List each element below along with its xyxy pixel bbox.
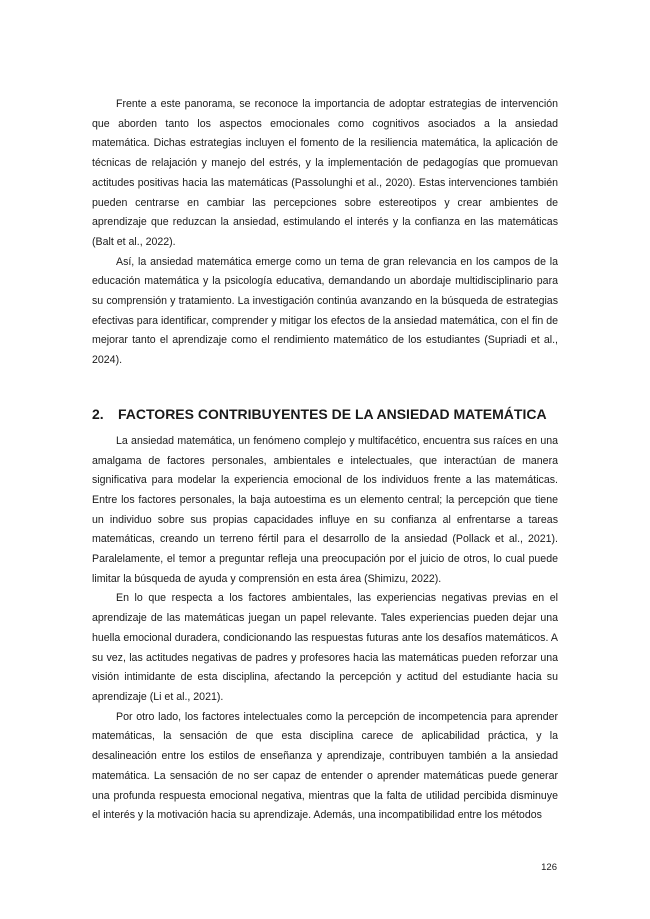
page-number: 126 (541, 862, 557, 873)
paragraph-relevance: Así, la ansiedad matemática emerge como un tema de gran relevancia en los campos de la educación matemática y la psicología educativa, demandando un abordaje multidisciplinario para su comprensión y tratamiento. La investigación continúa avanzando en la búsqueda de estrategias efectivas para identificar, comprender y mitigar los efectos de la ansiedad matemática, con el fin de mejorar tanto el aprendizaje como el rendimiento matemático de los estudiantes (Supriadi et al., 2024). (92, 255, 558, 367)
paragraph-personal-factors: La ansiedad matemática, un fenómeno complejo y multifacético, encuentra sus raíces en una amalgama de factores personales, ambientales e intelectuales, que interactúan de manera significativa para modelar la experiencia emocional de los individuos frente a las matemáticas. Entre los factores personales, la baja autoestima es un elemento central; la percepción que tiene un individuo sobre sus propias capacidades influye en su confianza al enfrentarse a tareas matemáticas, creando un terreno fértil para el desarrollo de la ansiedad (Pollack et al., 2021). Paralelamente, el temor a preguntar refleja una preocupación por el juicio de otros, lo cual puede limitar la búsqueda de ayuda y comprensión en esta área (Shimizu, 2022). (92, 434, 558, 585)
paragraph-intellectual-factors: Por otro lado, los factores intelectuales como la percepción de incompetencia para aprender matemáticas, la sensación de que esta disciplina carece de aplicabilidad práctica, y la desalineación entre los estilos de enseñanza y aprendizaje, contribuyen también a la ansiedad matemática. La sensación de no ser capaz de entender o aprender matemáticas puede generar una profunda respuesta emocional negativa, mientras que la falta de utilidad percibida disminuye el interés y la motivación hacia su aprendizaje. Además, una incompatibilidad entre los métodos (92, 710, 558, 822)
section-heading (92, 404, 558, 424)
section-title: FACTORES CONTRIBUYENTES DE LA ANSIEDAD MATEMÁTICA (118, 405, 547, 422)
paragraph-intervention-strategies: Frente a este panorama, se reconoce la importancia de adoptar estrategias de intervención que aborden tanto los aspectos emocionales como cognitivos asociados a la ansiedad matemática. Dichas estrategias incluyen el fomento de la resiliencia matemática, la aplicación de técnicas de relajación y manejo del estrés, y la implementación de pedagogías que promuevan actitudes positivas hacia las matemáticas (Passolunghi et al., 2020). Estas intervenciones también pueden centrarse en cambiar las percepciones sobre estereotipos y crear ambientes de aprendizaje que reduzcan la ansiedad, estimulando el interés y la confianza en las matemáticas (Balt et al., 2022). (92, 98, 558, 248)
paragraph-environmental-factors: En lo que respecta a los factores ambientales, las experiencias negativas previas en el aprendizaje de las matemáticas juegan un papel relevante. Tales experiencias pueden dejar una huella emocional duradera, condicionando las respuestas futuras ante los desafíos matemáticos. A su vez, las actitudes negativas de padres y profesores hacia las matemáticas pueden reforzar una visión intimidante de esta disciplina, afectando la percepción y actitud del estudiante hacia su aprendizaje (Li et al., 2021). (92, 592, 558, 703)
document-page (92, 95, 558, 826)
section-number: 2. (92, 405, 104, 422)
